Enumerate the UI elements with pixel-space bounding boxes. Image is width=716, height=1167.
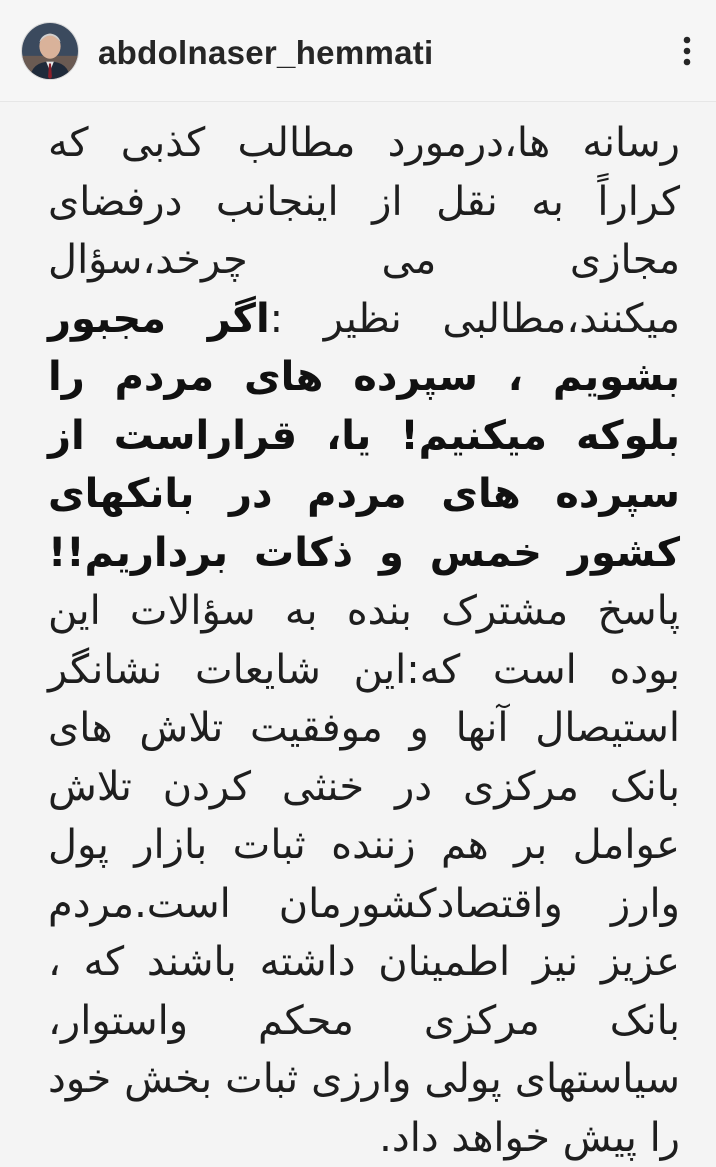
username-link[interactable]: abdolnaser_hemmati — [98, 34, 434, 71]
caption-segment: رسانه ها،درمورد مطالب کذبی که کراراً به نقل از اینجانب درفضای مجازی می چرخد،سؤال میکنند،مطالبی نظیر : — [48, 120, 680, 342]
post-header — [0, 0, 716, 102]
avatar-photo-icon — [22, 23, 78, 79]
caption-segment-bold: اگر مجبور بشویم ، سپرده های مردم را بلوکه میکنیم! یا، قراراست از سپرده های مردم در بانکهای کشور خمس و ذکات برداریم!! — [48, 295, 680, 576]
profile-avatar[interactable] — [21, 22, 79, 80]
caption-segment: پاسخ مشترک بنده به سؤالات این بوده است که:این شایعات نشانگر استیصال آنها و موفقیت تلاش های بانک مرکزی در خنثی کردن تلاش عوامل بر هم زننده ثبات بازار پول وارز واقتصادکشورمان است.مردم عزیز نیز اطمینان داشته باشند که ، بانک مرکزی محکم واستوار، سیاستهای پولی وارزی ثبات بخش خود را پیش خواهد داد. — [48, 588, 680, 1161]
more-options-button[interactable] — [670, 34, 704, 68]
post-caption — [48, 114, 680, 1167]
more-vertical-icon — [683, 36, 691, 66]
